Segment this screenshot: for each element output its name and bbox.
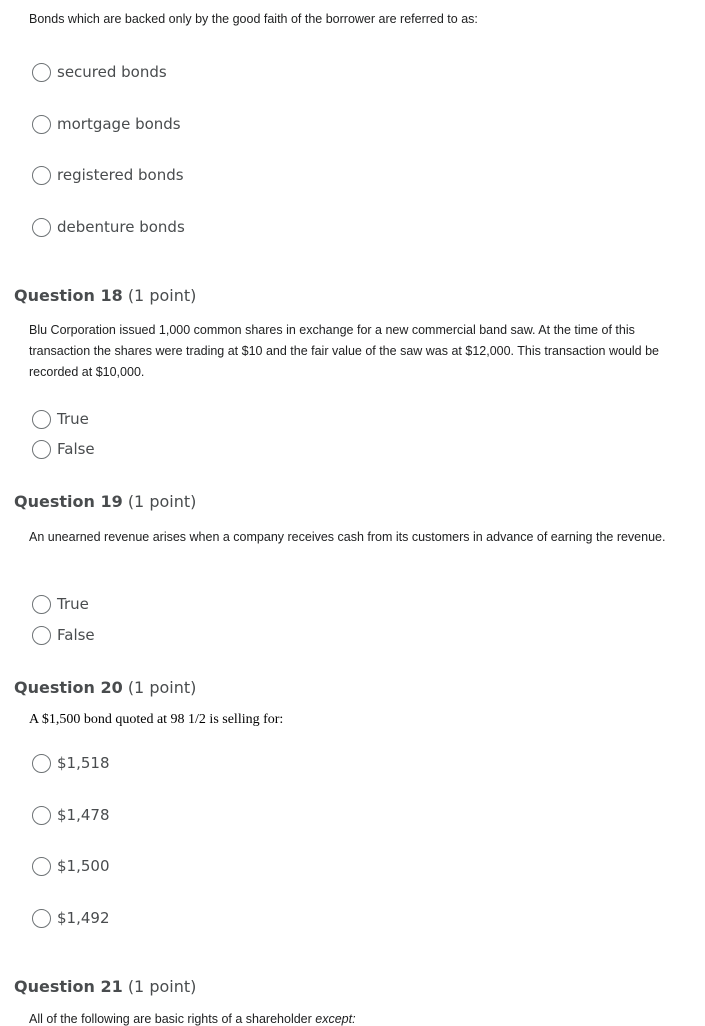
- question-17-prompt: Bonds which are backed only by the good faith of the borrower are referred to as:: [29, 12, 478, 26]
- question-17-option-4[interactable]: [32, 216, 185, 238]
- question-points: (1 point): [127, 492, 197, 511]
- option-label: $1,478: [57, 806, 110, 824]
- option-label: True: [57, 595, 89, 613]
- option-label: secured bonds: [57, 63, 167, 81]
- question-17-option-3[interactable]: [32, 164, 184, 186]
- option-label: True: [57, 410, 89, 428]
- question-20-prompt: A $1,500 bond quoted at 98 1/2 is selling for:: [29, 712, 284, 727]
- question-20-heading: [14, 678, 196, 697]
- radio-button[interactable]: [32, 63, 51, 82]
- question-21-heading: [14, 977, 196, 996]
- radio-button[interactable]: [32, 909, 51, 928]
- radio-button[interactable]: [32, 115, 51, 134]
- question-17-option-1[interactable]: [32, 61, 167, 83]
- question-points: (1 point): [127, 678, 197, 697]
- radio-button[interactable]: [32, 166, 51, 185]
- option-label: debenture bonds: [57, 218, 185, 236]
- radio-button[interactable]: [32, 218, 51, 237]
- question-20-option-1[interactable]: [32, 752, 110, 774]
- question-number: Question 20: [14, 678, 123, 697]
- question-18-option-false[interactable]: [32, 438, 95, 460]
- question-number: Question 19: [14, 492, 123, 511]
- question-20-option-3[interactable]: [32, 855, 110, 877]
- question-19-heading: [14, 492, 196, 511]
- question-17-option-2[interactable]: [32, 113, 181, 135]
- question-18-option-true[interactable]: [32, 408, 89, 430]
- question-points: (1 point): [127, 977, 197, 996]
- question-20-option-4[interactable]: [32, 907, 110, 929]
- question-18-heading: [14, 286, 196, 305]
- option-label: registered bonds: [57, 166, 184, 184]
- question-19-option-false[interactable]: [32, 624, 95, 646]
- question-19-prompt: An unearned revenue arises when a company receives cash from its customers in advance of earning the revenue.: [29, 530, 666, 544]
- radio-button[interactable]: [32, 754, 51, 773]
- option-label: False: [57, 440, 95, 458]
- question-number: Question 21: [14, 977, 123, 996]
- question-21-prompt-emphasis: except:: [315, 1012, 356, 1026]
- option-label: $1,500: [57, 857, 110, 875]
- question-18-prompt: Blu Corporation issued 1,000 common shares in exchange for a new commercial band saw. At the time of this transaction the shares were trading at $10 and the fair value of the saw was at $12,000. This transaction would be recorded at $10,000.: [29, 323, 660, 379]
- option-label: False: [57, 626, 95, 644]
- radio-button[interactable]: [32, 410, 51, 429]
- option-label: $1,492: [57, 909, 110, 927]
- radio-button[interactable]: [32, 626, 51, 645]
- question-20-option-2[interactable]: [32, 804, 110, 826]
- question-19-option-true[interactable]: [32, 593, 89, 615]
- question-number: Question 18: [14, 286, 123, 305]
- option-label: mortgage bonds: [57, 115, 181, 133]
- question-21-prompt-text: All of the following are basic rights of a shareholder: [29, 1012, 316, 1026]
- radio-button[interactable]: [32, 806, 51, 825]
- radio-button[interactable]: [32, 595, 51, 614]
- radio-button[interactable]: [32, 857, 51, 876]
- option-label: $1,518: [57, 754, 110, 772]
- radio-button[interactable]: [32, 440, 51, 459]
- question-points: (1 point): [127, 286, 197, 305]
